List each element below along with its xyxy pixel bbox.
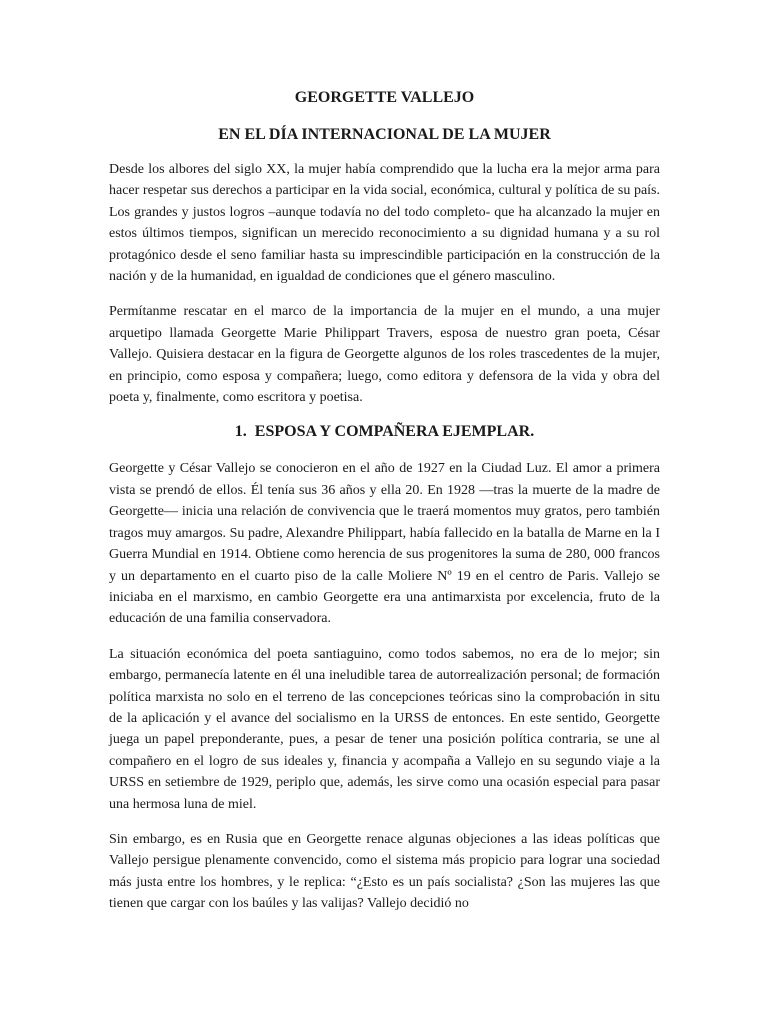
paragraph-intro-2: Permítanme rescatar en el marco de la importancia de la mujer en el mundo, a una mujer arquetipo llamada Georgette Marie Philippart Travers, esposa de nuestro gran poeta, César Vallejo. Quisiera destacar en la figura de Georgette algunos de los roles trascedentes de la mujer, en principio, como esposa y compañera; luego, como editora y defensora de la vida y obra del poeta y, finalmente, como escritora y poetisa. xyxy=(109,304,660,406)
section-number: 1. xyxy=(234,423,247,441)
paragraph-section1-3: Sin embargo, es en Rusia que en Georgette renace algunas objeciones a las ideas políticas que Vallejo persigue plenamente convencido, como el sistema más propicio para lograr una sociedad más justa entre los hombres, y le replica: “¿Esto es un país socialista? ¿Son las mujeres las que tienen que cargar con los baúles y las valijas? Vallejo decidió no xyxy=(109,831,660,912)
section-heading xyxy=(109,422,660,442)
document-title: GEORGETTE VALLEJO xyxy=(294,89,475,106)
document-subtitle: EN EL DÍA INTERNACIONAL DE LA MUJER xyxy=(218,126,551,143)
paragraph-intro-1: Desde los albores del siglo XX, la mujer había comprendido que la lucha era la mejor arma para hacer respetar sus derechos a participar en la vida social, económica, cultural y política de su país. Los grandes y justos logros –aunque todavía no del todo completo- que ha alcanzado la mujer en estos últimos tiempos, significan un merecido reconocimiento a su dignidad humana y a su rol protagónico desde el seno familiar hasta su imprescindible participación en la construcción de la nación y de la humanidad, en igualdad de condiciones que el género masculino. xyxy=(109,162,660,285)
section-title: ESPOSA Y COMPAÑERA EJEMPLAR. xyxy=(254,423,535,441)
paragraph-section1-1: Georgette y César Vallejo se conocieron en el año de 1927 en la Ciudad Luz. El amor a primera vista se prendó de ellos. Él tenía sus 36 años y ella 20. En 1928 —tras la muerte de la madre de Georgette— inicia una relación de convivencia que le traerá momentos muy gratos, pero también tragos muy amargos. Su padre, Alexandre Philippart, había fallecido en la batalla de Marne en la I Guerra Mundial en 1914. Obtiene como herencia de sus progenitores la suma de 280, 000 francos y un departamento en el cuarto piso de la calle Moliere Nº 19 en el centro de Paris. Vallejo se iniciaba en el marxismo, en cambio Georgette era una antimarxista por excelencia, fruto de la educación de una familia conservadora. xyxy=(109,461,660,627)
paragraph-section1-2: La situación económica del poeta santiaguino, como todos sabemos, no era de lo mejor; sin embargo, permanecía latente en él una ineludible tarea de autorrealización personal; de formación política marxista no solo en el terreno de las concepciones teóricas sino la comprobación in situ de la aplicación y el avance del socialismo en la URSS de entonces. En este sentido, Georgette juega un papel preponderante, pues, a pesar de tener una posición política contraria, se une al compañero en el logro de sus ideales y, financia y acompaña a Vallejo en su segundo viaje a la URSS en setiembre de 1929, periplo que, además, les sirve como una ocasión especial para pasar una hermosa luna de miel. xyxy=(109,646,660,812)
document-page xyxy=(109,88,660,929)
